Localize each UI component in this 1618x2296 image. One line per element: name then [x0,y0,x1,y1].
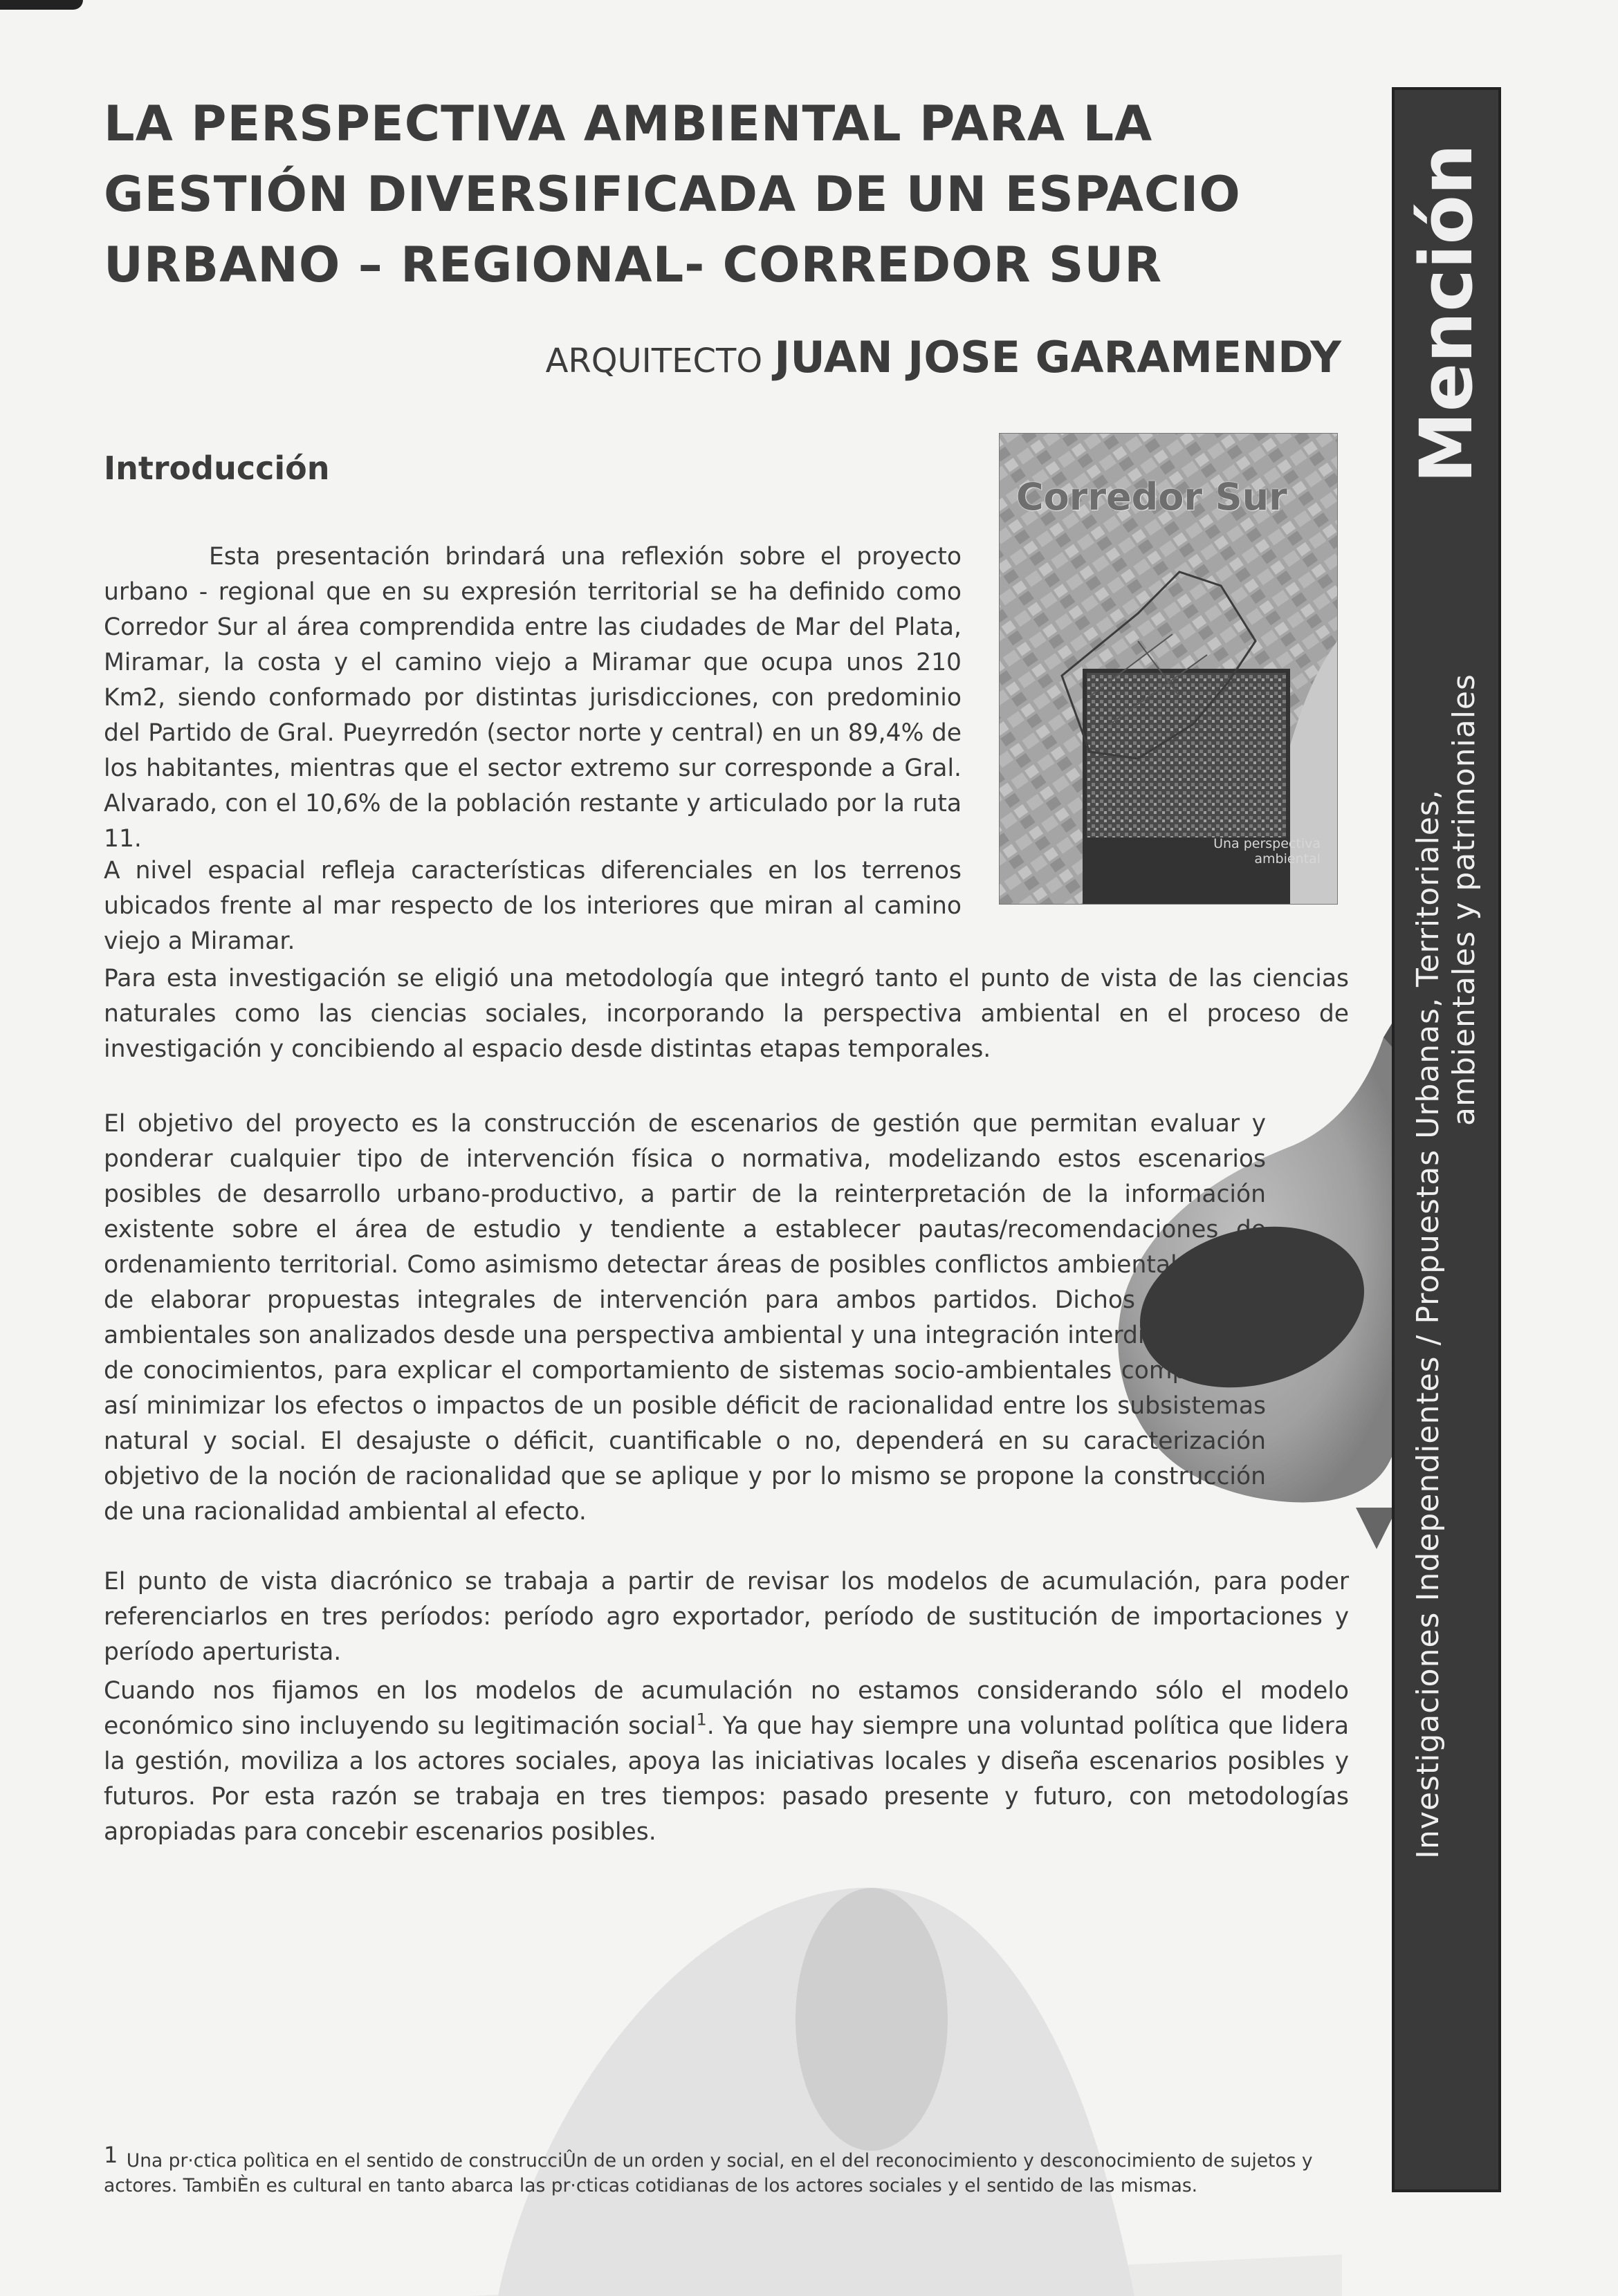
intro-paragraph-2: A nivel espacial refleja características diferenciales en los terrenos ubicados frente al mar respecto de los interiores que miran al camino viejo a Miramar. [104,857,962,955]
footnote-reference[interactable]: 1 [696,1710,707,1730]
article-title: LA PERSPECTIVA AMBIENTAL PARA LA GESTIÓN DIVERSIFICADA DE UN ESPACIO URBANO – REGIONAL- CORREDOR SUR [104,95,1241,293]
footnote-number: 1 [104,2142,118,2168]
objective-paragraph: El objetivo del proyecto es la construcción de escenarios de gestión que permitan evaluar y ponderar cualquier tipo de intervención física o normativa, modelizando estos escenarios posibles de desarrollo urbano-productivo, a partir de la reinterpretación de la información existente sobre el área de estudio y tendiente a establecer pautas/recomendaciones de ordenamiento territorial. Como asimismo detectar áreas de posibles conflictos ambientales a fin de elaborar propuestas integrales de intervención para ambos partidos. Dichos conflictos ambientales son analizados desde una perspectiva ambiental y una integración interdisciplinaria de conocimientos, para explicar el comportamiento de sistemas socio-ambientales complejos y así minimizar los efectos o impactos de un posible déficit de racionalidad entre los subsistemas natural y social. El desajuste o déficit, cuantificable o no, dependerá en su caracterización objetivo de la noción de racionalidad que se aplique y por lo mismo se propone la construcción de una racionalidad ambiental al efecto. [104,1110,1266,1526]
methodology-paragraph: Para esta investigación se eligió una metodología que integró tanto el punto de vista de las ciencias naturales como las ciencias sociales, incorporando la perspectiva ambiental en el proceso de investigación y concibiendo al espacio desde distintas etapas temporales. [104,965,1349,1063]
author-prefix: ARQUITECTO [545,342,763,380]
intro-paragraph-1: Esta presentación brindará una reflexión sobre el proyecto urbano - regional que en su expresión territorial se ha definido como Corredor Sur al área comprendida entre las ciudades de Mar del Plata, Miramar, la costa y el camino viejo a Miramar que ocupa unos 210 Km2, siendo conformado por distintas jurisdicciones, con predominio del Partido de Gral. Pueyrredón (sector norte y central) en un 89,4% de los habitantes, mientras que el sector extremo sur corresponde a Gral. Alvarado, con el 10,6% de la población restante y articulado por la ruta 11. [104,543,962,853]
footnote [104,2142,1363,2198]
author-line [546,332,1341,382]
sidebar-category-line1: Investigaciones Independientes / Propuestas Urbanas, Territoriales, [1410,789,1446,1859]
footnote-text: Una pr·ctica polìtica en el sentido de construcciÛn de un orden y social, en el del reconocimiento y desconocimiento de sujetos y actores. TambiÈn es cultural en tanto abarca las pr·cticas cotidianas de los actores sociales y el sentido de las mismas. [104,2150,1313,2196]
cover-subtitle: Una perspectiva ambiental [1213,836,1321,867]
sidebar-category [1410,674,1482,2177]
author-name: JUAN JOSE GARAMENDY [774,332,1341,382]
cover-title: Corredor Sur [1016,475,1287,519]
scan-edge [0,0,83,10]
accumulation-text-end: . Ya que hay siempre una voluntad política que lidera la gestión, moviliza a los actores sociales, apoya las iniciativas locales y diseña escenarios posibles y futuros. Por esta razón se trabaja en tres tiempos: pasado presente y futuro, con metodologías apropiadas para concebir escenarios posibles. [104,1712,1349,1846]
sidebar-category-line2: ambientales y patrimoniales [1446,674,1482,1126]
sidebar-award: Mención [1404,144,1489,483]
section-heading: Introducción [104,450,330,487]
accumulation-text-start: Cuando nos fijamos en los modelos de acumulación no estamos considerando sólo el modelo económico sino incluyendo su legitimación social [104,1677,1349,1740]
category-sidebar [1392,87,1501,2192]
accumulation-paragraph [104,1674,1349,1850]
sidebar-text [1404,102,1489,2177]
diachronic-paragraph: El punto de vista diacrónico se trabaja a partir de revisar los modelos de acumulación, para poder referenciarlos en tres períodos: período agro exportador, período de sustitución de importaciones y período aperturista. [104,1568,1349,1666]
book-cover-image [999,433,1338,905]
